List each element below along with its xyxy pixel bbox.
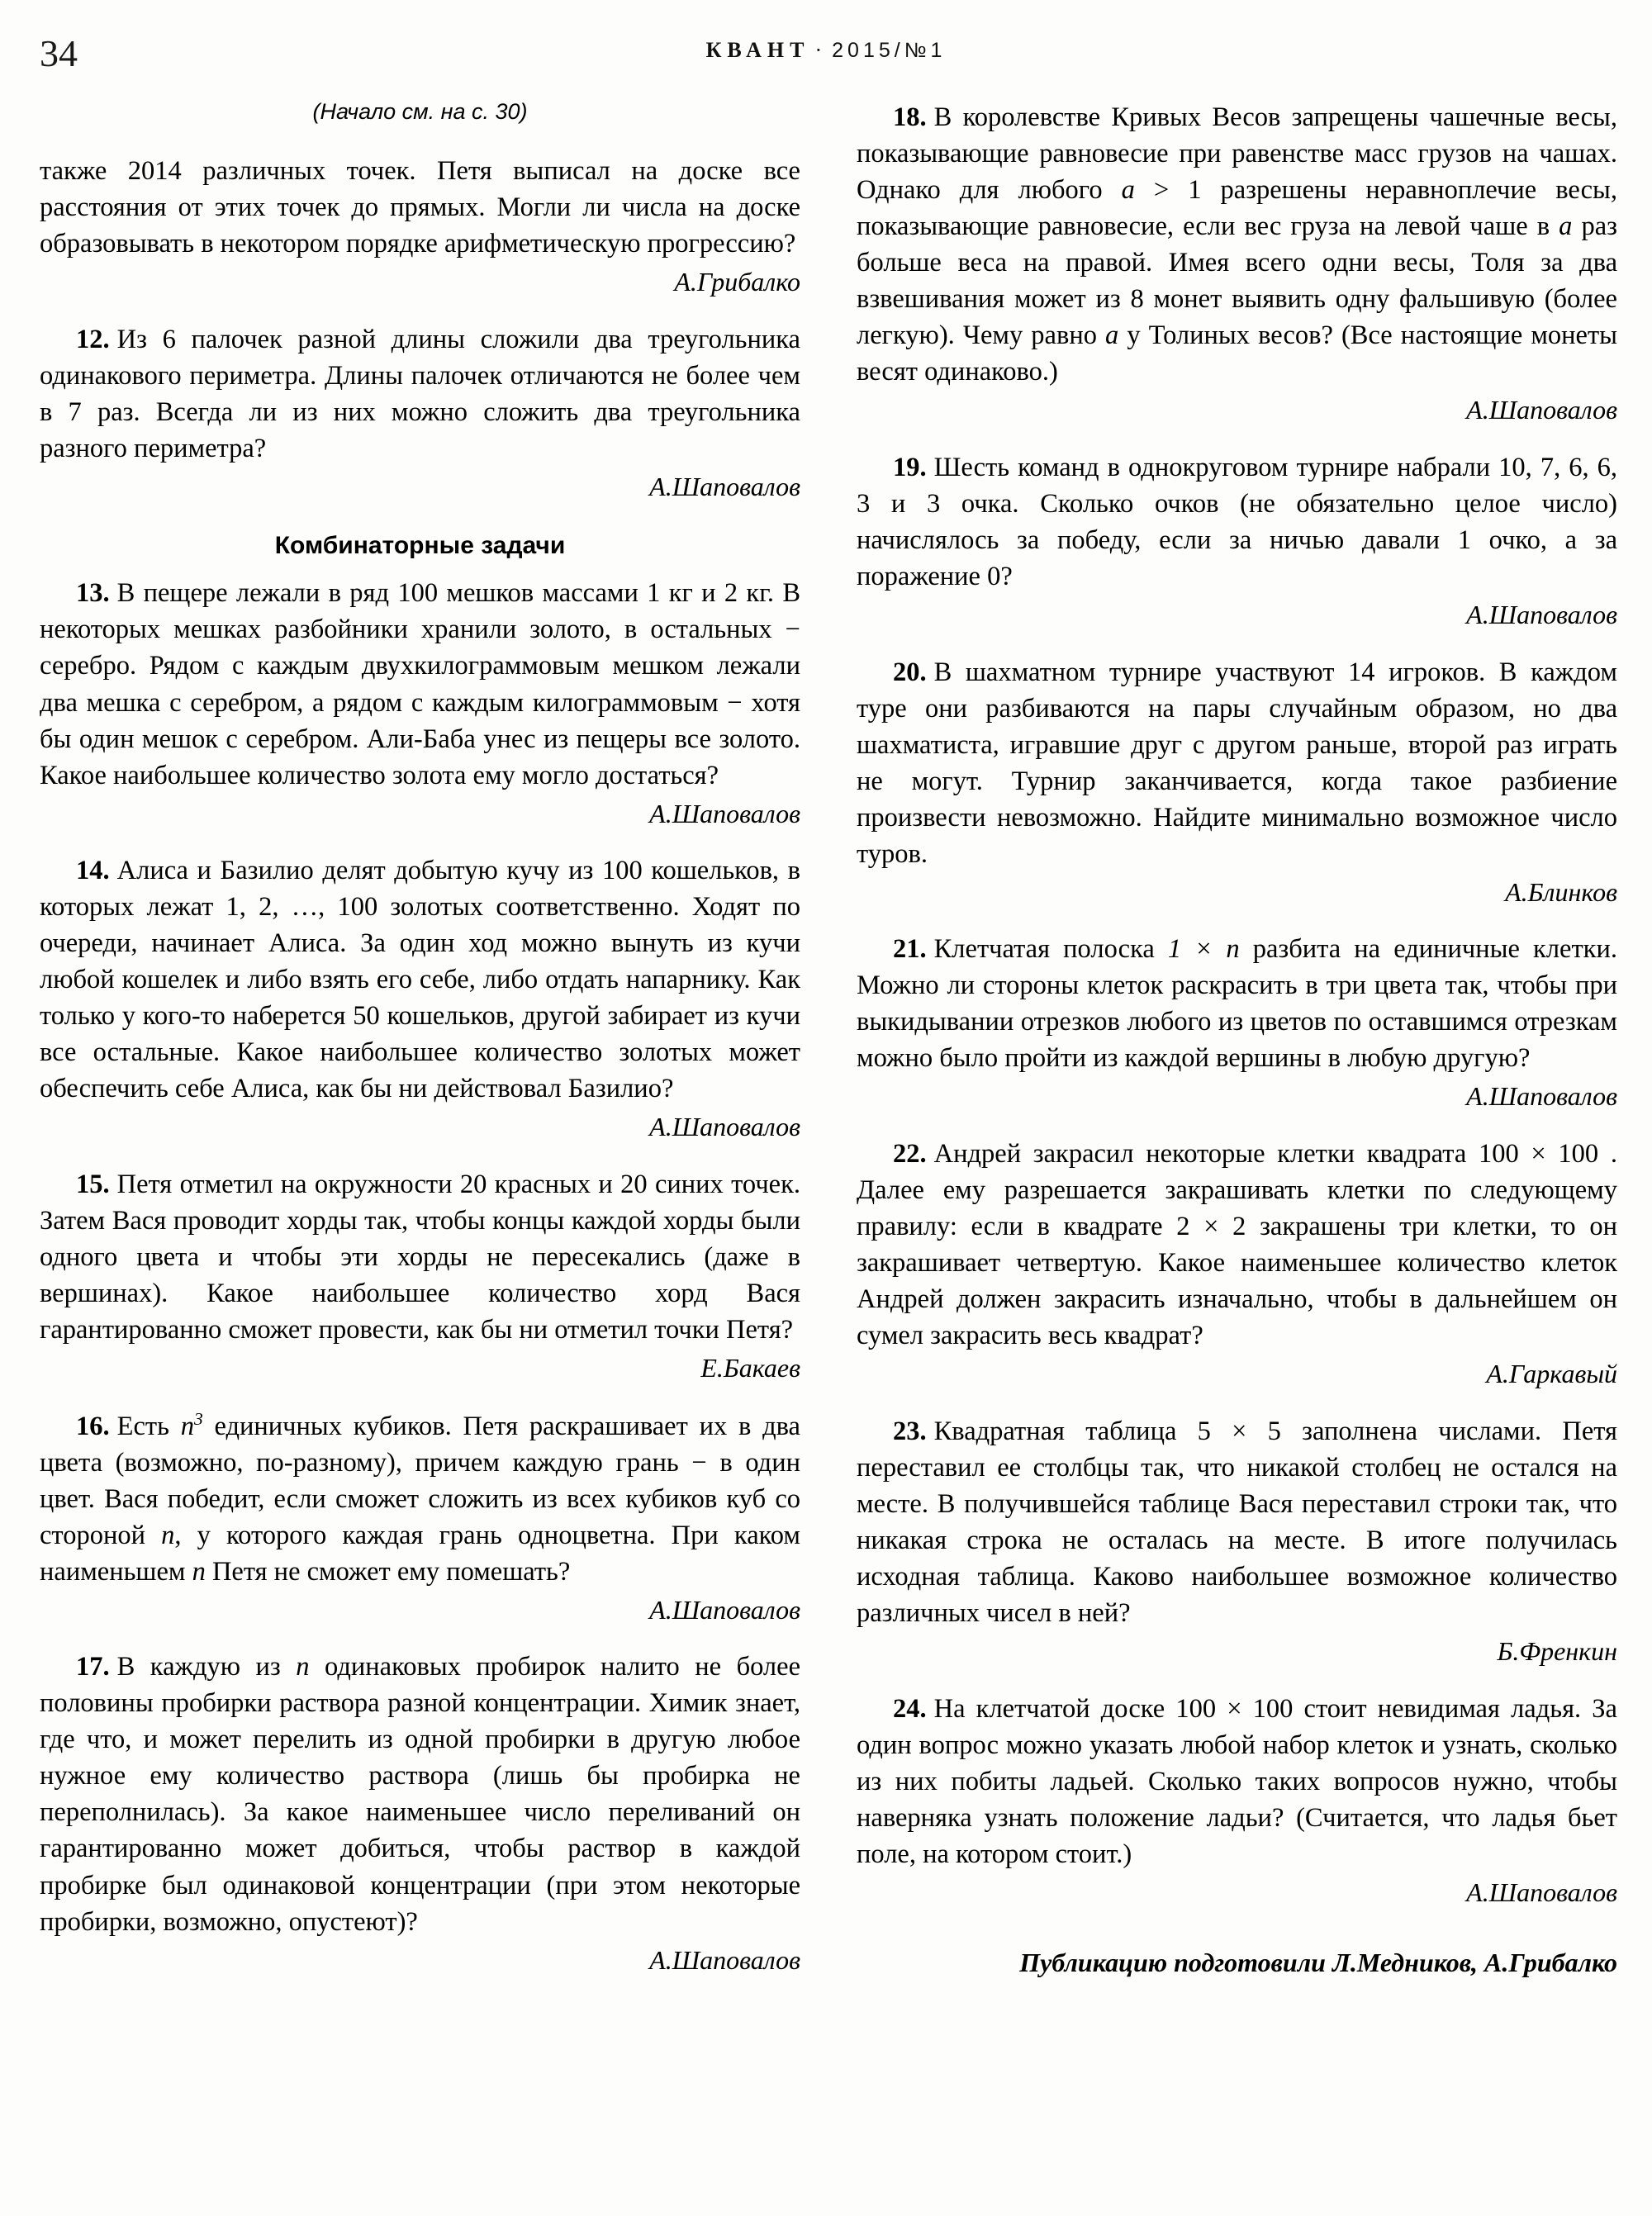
math-variable-a: a: [1105, 320, 1119, 351]
problem-23-author: Б.Френкин: [1497, 1636, 1617, 1667]
problem-text-post: заполнена числами. Петя переставил ее столбцы так, что никакой столбец не остался на месте. В получившейся таблице Вася переставил строки так, что никакая строка не осталась на месте. В итоге получилась исходная таблица. Каково наибольшее возможное количество различных чисел в ней?: [857, 1416, 1617, 1628]
problem-text-pre: Квадратная таблица: [933, 1416, 1198, 1446]
problem-21-author: А.Шаповалов: [1466, 1081, 1617, 1112]
intro-author: А.Грибалко: [674, 267, 800, 297]
problem-17-author: А.Шаповалов: [649, 1944, 800, 1975]
problem-text-post: закрашены три клетки, то он закрашивает четвертую. Какое наименьшее количество клеток Андрей должен закрасить изначально, чтобы в дальнейшем он сумел закрасить весь квадрат?: [857, 1212, 1617, 1351]
problem-text-pre: В каждую из: [116, 1652, 297, 1682]
problem-15-author: Е.Бакаев: [700, 1353, 800, 1383]
problem-22-author: А.Гаркавый: [1486, 1359, 1617, 1389]
math-variable-a: a: [1559, 211, 1573, 242]
problem-number: 17.: [76, 1652, 110, 1682]
math-variable-a: a: [1121, 175, 1135, 206]
math-expression: 100 × 100: [1175, 1693, 1294, 1724]
problem-20-author: А.Блинков: [1505, 876, 1617, 907]
problem-19-author: А.Шаповалов: [1466, 599, 1617, 629]
page-number: 34: [40, 32, 78, 74]
problem-text-post: единичных кубиков. Петя раскрашивает их в два цвета (возможно, по-разному), причем каждую грань − в один цвет. Вася победит, если сможет сложить из всех кубиков куб со стороной: [40, 1411, 800, 1550]
problem-16: [40, 1407, 800, 1590]
problem-number: 23.: [893, 1416, 927, 1446]
problem-13: [40, 575, 800, 793]
problem-21: [857, 931, 1617, 1076]
problem-text-post: одинаковых пробирок налито не более половины пробирки раствора разной концентрации. Химик знает, где что, и может перелить из одной пробирки в другую любое нужное ему количество раствора (лишь бы пробирка не переполнилась). За какое наименьшее число переливаний он гарантированно может добиться, чтобы раствор в каждой пробирке был одинаковой концентрации (при этом некоторые пробирки, возможно, опустеют)?: [40, 1652, 800, 1937]
math-variable-n: n: [161, 1520, 175, 1550]
math-expression: 2 × 2: [1176, 1212, 1246, 1242]
intro-paragraph: также 2014 различных точек. Петя выписал на доске все расстояния от этих точек до прямых. Могли ли числа на доске образовывать в некотором порядке арифметическую прогрессию?: [40, 156, 800, 259]
right-column: [857, 99, 1617, 1978]
math-exponent: 3: [193, 1408, 203, 1429]
problem-text-post2: , у которого каждая грань одноцветна. При каком наименьшем: [40, 1520, 800, 1587]
math-variable-n: n: [296, 1652, 310, 1682]
problem-number: 16.: [76, 1411, 110, 1441]
left-column: [40, 99, 800, 1978]
problem-18-author: А.Шаповалов: [1466, 395, 1617, 425]
problem-text-pre: Есть: [116, 1411, 181, 1441]
problem-text: В пещере лежали в ряд 100 мешков массами 1 кг и 2 кг. В некоторых мешках разбойники хранили золото, в остальных − серебро. Рядом с каждым двухкилограммовым мешком лежали два мешка с серебром, а рядом с каждым килограммовым − хотя бы один мешок с серебром. Али-Баба унес из пещеры все золото. Какое наибольшее количество золота ему могло достаться?: [40, 578, 800, 790]
problem-text-mid: > 1 разрешены неравноплечие весы, показывающие равновесие, если вес груза на левой чаше в: [857, 175, 1618, 242]
problem-text-pre: На клетчатой доске: [933, 1693, 1176, 1724]
problem-14: [40, 852, 800, 1107]
problem-number: 13.: [76, 578, 110, 609]
problem-text-pre: Андрей закрасил некоторые клетки квадрата: [933, 1139, 1479, 1170]
problem-23: [857, 1413, 1617, 1631]
section-heading: Комбинаторные задачи: [274, 532, 566, 560]
problem-number: 22.: [893, 1139, 927, 1170]
problem-24-author: А.Шаповалов: [1466, 1877, 1617, 1907]
math-variable-n: n: [192, 1556, 206, 1587]
journal-header: [0, 38, 1652, 63]
header-separator: ·: [814, 38, 828, 62]
problem-19: [857, 449, 1617, 595]
problem-text-pre: В королевстве Кривых Весов запрещены чашечные весы, показывающие равновесие при равенстве масс грузов на чашах. Однако для любого: [857, 102, 1617, 206]
problem-number: 14.: [76, 856, 110, 886]
problem-text: Петя отметил на окружности 20 красных и 20 синих точек. Затем Вася проводит хорды так, чтобы концы каждой хорды были одного цвета и чтобы эти хорды не пересекались (даже в вершинах). Какое наибольшее количество хорд Вася гарантированно сможет провести, как бы ни отметил точки Петя?: [40, 1170, 800, 1345]
problem-text-post: раз больше веса на правой. Имея всего одни весы, Толя за два взвешивания может из 8 монет выявить одну фальшивую (более легкую). Чему равно: [857, 211, 1618, 351]
problem-text-post2: у Толиных весов? (Все настоящие монеты весят одинаково.): [857, 320, 1617, 387]
math-expression: 1 × n: [1167, 934, 1240, 965]
journal-issue: 2015/№1: [832, 39, 947, 62]
problem-16-author: А.Шаповалов: [649, 1594, 800, 1625]
problem-17: [40, 1649, 800, 1939]
problem-number: 12.: [76, 324, 110, 354]
body-columns: [40, 99, 1617, 1978]
problem-text-mid: . Далее ему разрешается закрашивать клетки по следующему правилу: если в квадрате: [857, 1139, 1618, 1242]
problem-text-post: разбита на единичные клетки. Можно ли стороны клеток раскрасить в три цвета так, чтобы при выкидывании отрезков любого из цветов по оставшимся отрезкам можно было пройти из каждой вершины в любую другую?: [857, 934, 1617, 1074]
math-expression: 100 × 100: [1478, 1139, 1599, 1170]
problem-13-author: А.Шаповалов: [649, 798, 800, 828]
problem-20: [857, 654, 1617, 872]
problem-number: 24.: [893, 1693, 927, 1724]
problem-22: [857, 1136, 1617, 1354]
problem-text-pre: Клетчатая полоска: [933, 934, 1168, 965]
problem-text: В шахматном турнире участвуют 14 игроков. В каждом туре они разбиваются на пары случайным образом, но два шахматиста, игравшие друг с другом раньше, второй раз играть не могут. Турнир заканчивается, когда такое разбиение произвести невозможно. Найдите минимально возможное число туров.: [857, 657, 1617, 869]
problem-text: Из 6 палочек разной длины сложили два треугольника одинакового периметра. Длины палочек отличаются не более чем в 7 раз. Всегда ли из них можно сложить два треугольника разного периметра?: [40, 324, 800, 463]
problem-15: [40, 1166, 800, 1348]
problem-12: [40, 321, 800, 467]
problem-text: Алиса и Базилио делят добытую кучу из 100 кошельков, в которых лежат 1, 2, …, 100 золотых соответственно. Ходят по очереди, начинает Алиса. За один ход можно вынуть из кучи любой кошелек и либо взять его себе, либо отдать напарнику. Как только у кого-то наберется 50 кошельков, другой забирает из кучи все остальные. Какое наибольшее количество золотых может обеспечить себе Алиса, как бы ни действовал Базилио?: [40, 856, 800, 1104]
math-variable-n: n: [180, 1411, 194, 1441]
problem-number: 18.: [893, 102, 927, 132]
problem-18: [857, 99, 1617, 390]
problem-12-author: А.Шаповалов: [649, 471, 800, 501]
problem-number: 20.: [893, 657, 927, 687]
journal-title: КВАНТ: [705, 38, 810, 62]
problem-number: 19.: [893, 452, 927, 482]
math-expression: 5 × 5: [1197, 1416, 1281, 1446]
problem-24: [857, 1691, 1617, 1872]
problem-14-author: А.Шаповалов: [649, 1112, 800, 1142]
running-head: [0, 31, 1652, 81]
problem-text-post: стоит невидимая ладья. За один вопрос можно указать любой набор клеток и узнать, сколько из них побиты ладьей. Сколько таких вопросов нужно, чтобы наверняка узнать положение ладьи? (Считается, что ладья бьет поле, на котором стоит.): [857, 1693, 1617, 1869]
publication-note: Публикацию подготовили Л.Медников, А.Грибалко: [1019, 1948, 1617, 1978]
problem-number: 21.: [893, 934, 927, 965]
problem-number: 15.: [76, 1170, 110, 1199]
continuation-note: (Начало см. на с. 30): [312, 99, 528, 124]
problem-text: Шесть команд в однокруговом турнире набрали 10, 7, 6, 6, 3 и 3 очка. Сколько очков (не обязательно целое число) начислялось за победу, если за ничью давали 1 очко, а за поражение 0?: [857, 452, 1617, 591]
problem-text-post3: Петя не сможет ему помешать?: [205, 1556, 571, 1587]
